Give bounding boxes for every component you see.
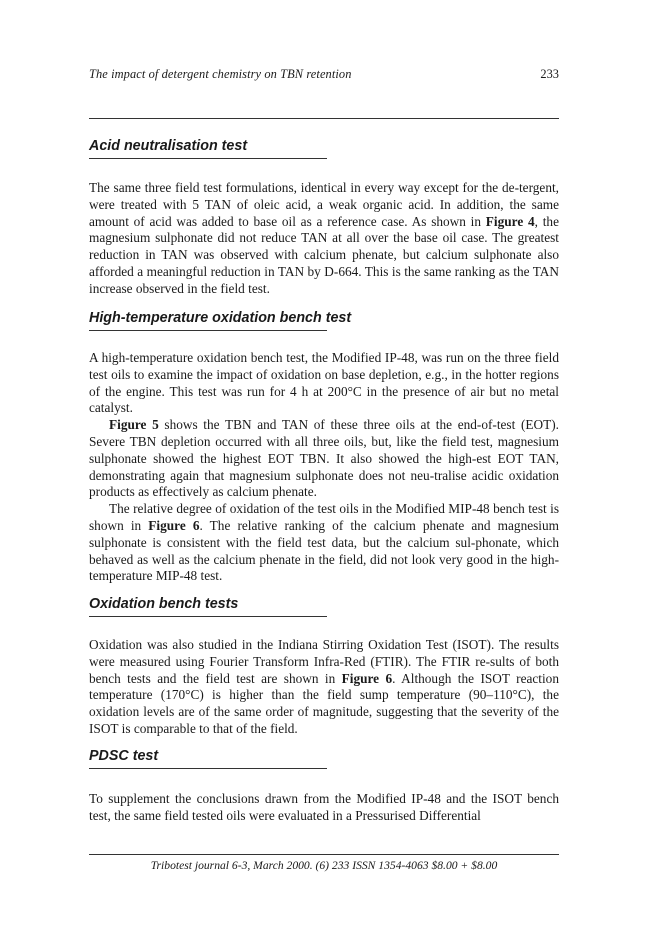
paragraph: [89, 180, 559, 298]
figure-reference: Figure 6: [341, 670, 393, 686]
paragraph: [89, 350, 559, 417]
section-pdsc-test: [89, 747, 559, 769]
page-number: 233: [540, 67, 559, 81]
section-body: [89, 180, 559, 298]
figure-reference: Figure 4: [485, 213, 535, 229]
header-rule: [89, 118, 559, 119]
figure-reference: Figure 6: [148, 517, 200, 533]
text-run: The relative degree of oxidation of the test oils in the Modified MIP-48 bench test is shown in: [89, 501, 559, 533]
section-heading: Acid neutralisation test: [89, 138, 248, 154]
section-acid-neutralisation: [89, 137, 559, 159]
text-run: . Although the ISOT reaction temperature (170°C) is higher than the field sump temperature (90–110°C), the oxidation levels are of the same order of magnitude, suggesting that the severity of the ISOT is comparable to that of the field.: [89, 670, 559, 736]
text-run: Oxidation was also studied in the Indiana Stirring Oxidation Test (ISOT). The results were measured using Fourier Transform Infra-Red (FTIR). The FTIR re-sults of both bench tests and the field test are shown in: [89, 637, 559, 686]
text-run: shows the TBN and TAN of these three oils at the end-of-test (EOT). Severe TBN depletion occurred with all three oils, but, like the field test, magnesium sulphonate showed the highest EOT TBN. It also showed the high-est EOT TAN, demonstrating again that magnesium sulphonate does not neu-tralise acidic oxidation products as effectively as calcium phenate.: [89, 417, 559, 500]
running-title: The impact of detergent chemistry on TBN retention: [89, 67, 352, 81]
paragraph: [89, 501, 559, 585]
section-heading: Oxidation bench tests: [89, 596, 239, 612]
paragraph: [89, 417, 559, 501]
running-head: [89, 67, 559, 83]
section-heading: PDSC test: [89, 748, 159, 764]
heading-rule: [89, 768, 327, 769]
section-high-temperature-oxidation: [89, 309, 559, 331]
paragraph: [89, 791, 559, 825]
figure-reference: Figure 5: [109, 417, 159, 433]
text-run: , the magnesium sulphonate did not reduce TAN at all over the base oil case. The greatest reduction in TAN was observed with calcium phenate, but calcium sulphonate also afforded a meaningful reduction in TAN by D-664. This is the same ranking as the TAN increase observed in the field test.: [89, 213, 559, 296]
footer-citation: Tribotest journal 6-3, March 2000. (6) 233 ISSN 1354-4063 $8.00 + $8.00: [150, 859, 498, 872]
text-run: A high-temperature oxidation bench test, the Modified IP-48, was run on the three field test oils to examine the impact of oxidation on base depletion, e.g., in the hotter regions of the engine. This test was run for 4 h at 200°C in the presence of air but no metal catalyst.: [89, 350, 559, 416]
section-body: [89, 637, 559, 738]
heading-rule: [89, 158, 327, 159]
section-body: [89, 350, 559, 585]
footer-rule: [89, 854, 559, 855]
heading-rule: [89, 330, 327, 331]
text-run: To supplement the conclusions drawn from the Modified IP-48 and the ISOT bench test, the same field tested oils were evaluated in a Pressurised Differential: [89, 791, 559, 823]
section-body: [89, 791, 559, 825]
section-oxidation-bench-tests: [89, 595, 559, 617]
text-run: . The relative ranking of the calcium phenate and magnesium sulphonate is consistent with the field test data, but the calcium sul-phonate, which behaved as well as the calcium phenate in the field, did not look very good in the high-temperature MIP-48 test.: [89, 517, 559, 584]
section-heading: High-temperature oxidation bench test: [89, 310, 352, 326]
paragraph: [89, 637, 559, 738]
heading-rule: [89, 616, 327, 617]
text-run: The same three field test formulations, identical in every way except for the de-tergent, were treated with 5 TAN of oleic acid, a weak organic acid. In addition, the same amount of acid was added to base oil as a reference case. As shown in: [89, 180, 559, 229]
